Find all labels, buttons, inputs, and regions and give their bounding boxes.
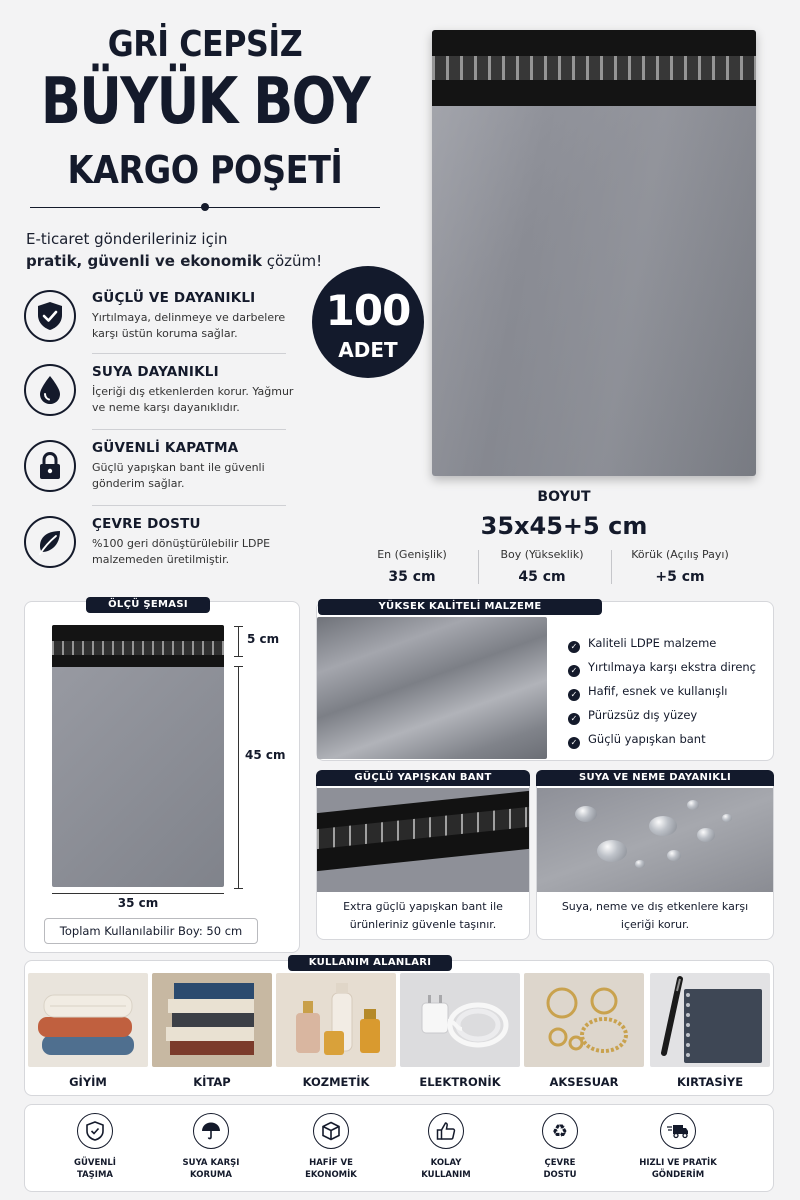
feature-water <box>24 364 294 432</box>
adhesive-tape-image <box>317 788 529 892</box>
width-dimension-line <box>52 893 224 894</box>
flap-dimension-label: 5 cm <box>247 632 280 646</box>
benefit-line-2: TAŞIMA <box>76 1170 114 1180</box>
feature-strong <box>24 290 286 358</box>
benefit-label <box>628 1157 728 1181</box>
feature-separator <box>92 429 286 430</box>
feature-title: GÜÇLÜ VE DAYANIKLI <box>92 290 256 306</box>
benefit-label <box>281 1157 381 1181</box>
shield-check-icon <box>24 290 76 342</box>
recycle-icon: ♻ <box>542 1113 578 1149</box>
height-dimension-label: 45 cm <box>245 748 286 762</box>
ldpe-material-image <box>317 617 547 759</box>
books-image <box>152 973 272 1067</box>
thumbs-up-icon <box>428 1113 464 1149</box>
usage-label: KOZMETİK <box>302 1075 370 1089</box>
quality-tab: YÜKSEK KALİTELİ MALZEME <box>318 599 602 615</box>
dim-value: +5 cm <box>655 569 705 585</box>
usage-label: ELEKTRONİK <box>419 1075 501 1089</box>
dim-width <box>352 548 472 585</box>
tape-caption <box>316 898 530 934</box>
feature-eco <box>24 516 286 584</box>
quality-item <box>568 732 706 749</box>
quality-item-text: Kaliteli LDPE malzeme <box>588 636 717 650</box>
quality-item <box>568 636 716 653</box>
quality-item <box>568 660 756 677</box>
feature-desc: Yırtılmaya, delinmeye ve darbelere karşı üstün koruma sağlar. <box>92 311 286 340</box>
benefit-line-2: GÖNDERİM <box>651 1170 705 1180</box>
quality-item <box>568 708 697 725</box>
benefit-line-1: HIZLI VE PRATİK <box>639 1158 717 1168</box>
width-dimension-label: 35 cm <box>117 896 159 910</box>
title-line-2: BÜYÜK BOY <box>40 65 370 139</box>
feature-title: GÜVENLİ KAPATMA <box>92 440 239 456</box>
water-tab: SUYA VE NEME DAYANIKLI <box>536 770 774 786</box>
badge-count: 100 <box>325 286 411 335</box>
benefit-label <box>510 1157 610 1181</box>
dim-label: Körük (Açılış Payı) <box>631 548 729 561</box>
water-caption-line-1: Suya, neme ve dış etkenlere karşı <box>561 900 749 913</box>
dim-separator <box>611 550 612 584</box>
size-label: BOYUT <box>537 489 591 505</box>
total-length: Toplam Kullanılabilir Boy: 50 cm <box>44 918 258 944</box>
check-icon: ✓ <box>568 737 580 749</box>
release-liner <box>432 56 756 80</box>
dim-gusset <box>620 548 740 585</box>
check-icon: ✓ <box>568 665 580 677</box>
benefit-label <box>161 1157 261 1181</box>
quality-item-text: Hafif, esnek ve kullanışlı <box>588 684 728 698</box>
benefit-line-1: HAFİF VE <box>309 1158 353 1168</box>
divider-dot <box>201 203 209 211</box>
dim-separator <box>478 550 479 584</box>
usage-tab: KULLANIM ALANLARI <box>288 955 452 971</box>
dim-height <box>482 548 602 585</box>
tagline-part-2: çözüm! <box>261 252 323 270</box>
tagline-part-1: E-ticaret gönderileriniz için <box>26 230 228 248</box>
charger-image <box>400 973 520 1067</box>
water-drop-icon <box>24 364 76 416</box>
check-icon: ✓ <box>568 641 580 653</box>
shield-check-icon <box>77 1113 113 1149</box>
water-caption-line-2: içeriği korur. <box>620 918 690 931</box>
tape-tab: GÜÇLÜ YAPIŞKAN BANT <box>316 770 530 786</box>
measure-bag-image <box>52 625 224 887</box>
feature-desc: Güçlü yapışkan bant ile güvenli gönderim sağlar. <box>92 461 265 490</box>
benefit-label <box>396 1157 496 1181</box>
feature-separator <box>92 353 286 354</box>
tape-caption-line-1: Extra güçlü yapışkan bant ile <box>343 900 503 913</box>
tagline <box>26 228 346 272</box>
dim-value: 45 cm <box>518 569 566 585</box>
usage-label: KİTAP <box>193 1075 231 1089</box>
quantity-badge <box>312 266 424 378</box>
feature-separator <box>92 505 286 506</box>
usage-label: KIRTASİYE <box>676 1075 744 1089</box>
padlock-icon <box>24 440 76 492</box>
water-caption <box>536 898 774 934</box>
feature-desc: %100 geri dönüştürülebilir LDPE malzemeden üretilmiştir. <box>92 537 271 566</box>
quality-item-text: Pürüzsüz dış yüzey <box>588 708 698 722</box>
notebook-pen-image <box>650 973 770 1067</box>
measure-tab: ÖLÇÜ ŞEMASI <box>86 597 210 613</box>
tagline-bold: pratik, güvenli ve ekonomik <box>26 252 262 270</box>
benefit-line-1: ÇEVRE <box>544 1158 576 1168</box>
benefit-line-1: GÜVENLİ <box>74 1158 116 1168</box>
check-icon: ✓ <box>568 689 580 701</box>
usage-label: GİYİM <box>69 1075 107 1089</box>
folded-clothes-image <box>28 973 148 1067</box>
check-icon: ✓ <box>568 713 580 725</box>
tape-caption-line-2: ürünleriniz güvenle taşınır. <box>349 918 497 931</box>
height-dimension-line <box>238 666 239 888</box>
benefit-line-1: SUYA KARŞI <box>182 1158 240 1168</box>
feature-title: SUYA DAYANIKLI <box>92 364 219 380</box>
benefit-label <box>45 1157 145 1181</box>
dim-label: En (Genişlik) <box>377 548 447 561</box>
benefit-line-2: KORUMA <box>190 1170 232 1180</box>
feature-desc: İçeriği dış etkenlerden korur. Yağmur ve neme karşı dayanıklıdır. <box>92 385 294 414</box>
benefit-line-2: DOSTU <box>543 1170 577 1180</box>
delivery-truck-icon <box>660 1113 696 1149</box>
jewelry-image <box>524 973 644 1067</box>
dim-value: 35 cm <box>388 569 436 585</box>
cosmetics-image <box>276 973 396 1067</box>
box-icon <box>313 1113 349 1149</box>
flap-dimension-line <box>238 626 239 656</box>
quality-item-text: Güçlü yapışkan bant <box>588 732 706 746</box>
benefit-line-1: KOLAY <box>430 1158 462 1168</box>
feature-title: ÇEVRE DOSTU <box>92 516 201 532</box>
product-bag-image <box>432 30 756 476</box>
badge-unit: ADET <box>338 338 398 362</box>
umbrella-icon <box>193 1113 229 1149</box>
benefit-line-2: KULLANIM <box>421 1170 471 1180</box>
quality-item-text: Yırtılmaya karşı ekstra direnç <box>588 660 757 674</box>
feature-closing <box>24 440 286 508</box>
water-droplets-image <box>537 788 773 892</box>
leaf-icon <box>24 516 76 568</box>
quality-item <box>568 684 727 701</box>
title-line-1: GRİ CEPSİZ <box>107 24 303 65</box>
size-value: 35x45+5 cm <box>480 512 648 540</box>
benefit-line-2: EKONOMİK <box>305 1170 357 1180</box>
dim-label: Boy (Yükseklik) <box>500 548 584 561</box>
usage-label: AKSESUAR <box>549 1075 619 1089</box>
title-line-3: KARGO POŞETİ <box>67 148 343 192</box>
